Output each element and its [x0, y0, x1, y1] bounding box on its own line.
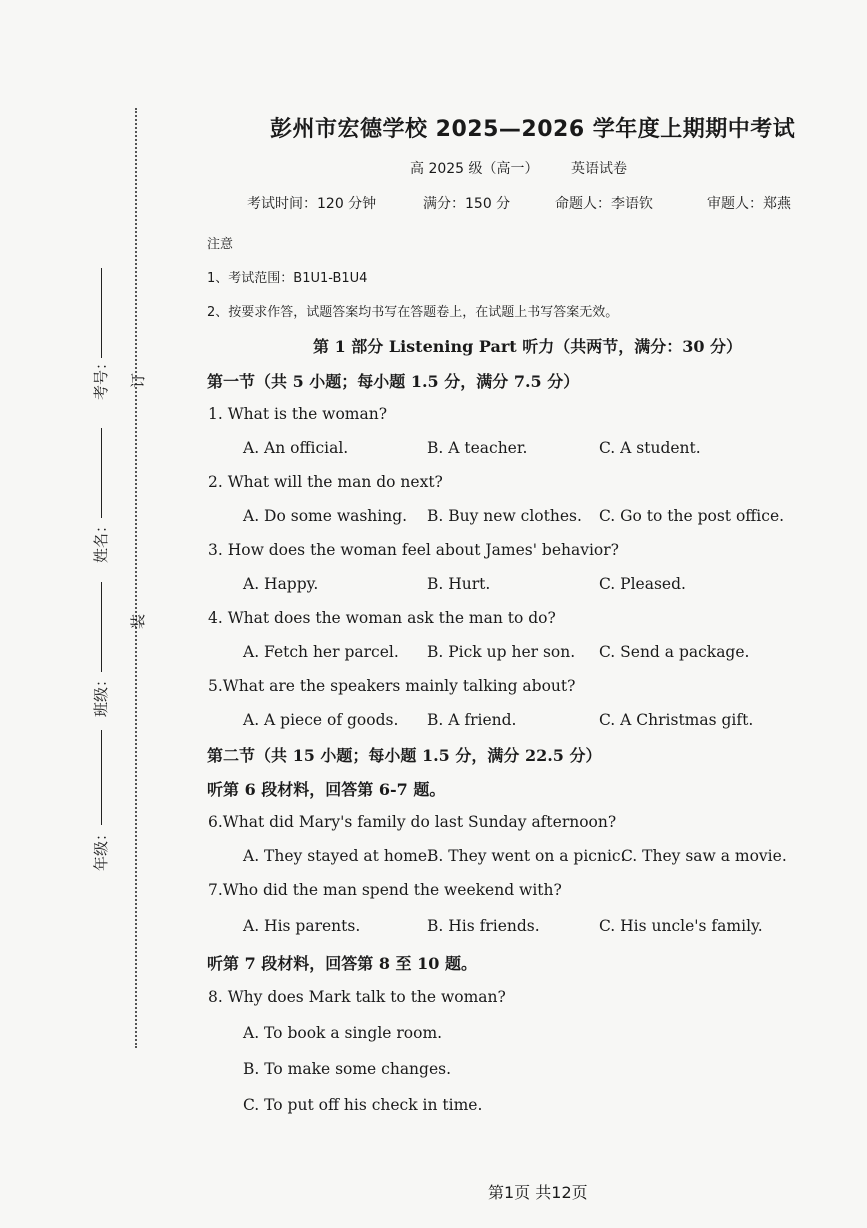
- name-underline: [101, 428, 102, 518]
- option-7b: B. His friends.: [427, 917, 540, 935]
- zhuang-mark: 装: [129, 613, 148, 630]
- option-2b: B. Buy new clothes.: [427, 507, 582, 525]
- reviewer: 审题人：郑燕: [707, 196, 791, 212]
- page-number: 第1页 共12页: [488, 1183, 588, 1202]
- option-1c: C. A student.: [599, 439, 701, 457]
- note-item-1: 1、考试范围：B1U1-B1U4: [207, 271, 368, 286]
- option-5a: A. A piece of goods.: [243, 711, 399, 729]
- section2-heading: 第二节（共 15 小题；每小题 1.5 分，满分 22.5 分）: [207, 746, 602, 765]
- notes-heading: 注意: [207, 237, 234, 252]
- option-6c: C. They saw a movie.: [621, 847, 787, 865]
- option-2c: C. Go to the post office.: [599, 507, 785, 525]
- question-1: 1. What is the woman?: [208, 405, 388, 423]
- section1-heading: 第一节（共 5 小题；每小题 1.5 分，满分 7.5 分）: [207, 372, 580, 391]
- option-7c: C. His uncle's family.: [599, 917, 763, 935]
- question-5: 5.What are the speakers mainly talking about?: [208, 677, 576, 695]
- exam-no-label: 考号：: [92, 354, 111, 401]
- option-8b: B. To make some changes.: [243, 1060, 452, 1078]
- option-1a: A. An official.: [243, 439, 349, 457]
- material-7-heading: 听第 7 段材料，回答第 8 至 10 题。: [207, 954, 477, 973]
- part1-title: 第 1 部分 Listening Part 听力（共两节，满分：30 分）: [313, 337, 743, 356]
- ding-mark: 订: [129, 372, 148, 389]
- question-3: 3. How does the woman feel about James' behavior?: [208, 541, 619, 559]
- question-7: 7.Who did the man spend the weekend with?: [208, 881, 562, 899]
- question-8: 8. Why does Mark talk to the woman?: [208, 988, 506, 1006]
- note-item-2: 2、按要求作答，试题答案均书写在答题卷上，在试题上书写答案无效。: [207, 305, 619, 320]
- name-label: 姓名：: [92, 517, 111, 564]
- exam-title: 彭州市宏德学校 2025—2026 学年度上期期中考试: [270, 117, 796, 142]
- option-6b: B. They went on a picnic.: [427, 847, 626, 865]
- class-underline: [101, 582, 102, 672]
- option-7a: A. His parents.: [243, 917, 361, 935]
- option-3b: B. Hurt.: [427, 575, 491, 593]
- option-4b: B. Pick up her son.: [427, 643, 576, 661]
- option-8a: A. To book a single room.: [243, 1024, 443, 1042]
- option-1b: B. A teacher.: [427, 439, 528, 457]
- grade-label: 高 2025 级（高一）: [410, 161, 539, 177]
- grade-label: 年级：: [92, 825, 111, 872]
- class-label: 班级：: [92, 671, 111, 718]
- full-score: 满分：150 分: [423, 196, 511, 212]
- question-6: 6.What did Mary's family do last Sunday afternoon?: [208, 813, 617, 831]
- material-6-heading: 听第 6 段材料，回答第 6-7 题。: [207, 780, 446, 799]
- option-3c: C. Pleased.: [599, 575, 686, 593]
- option-8c: C. To put off his check in time.: [243, 1096, 483, 1114]
- option-4c: C. Send a package.: [599, 643, 750, 661]
- paper-label: 英语试卷: [571, 161, 627, 177]
- option-6a: A. They stayed at home.: [243, 847, 432, 865]
- option-3a: A. Happy.: [243, 575, 319, 593]
- option-5b: B. A friend.: [427, 711, 517, 729]
- author: 命题人：李语钦: [555, 196, 653, 212]
- question-2: 2. What will the man do next?: [208, 473, 443, 491]
- question-4: 4. What does the woman ask the man to do?: [208, 609, 556, 627]
- exam-time: 考试时间：120 分钟: [247, 196, 377, 212]
- exam-no-underline: [101, 268, 102, 358]
- option-2a: A. Do some washing.: [243, 507, 408, 525]
- grade-underline: [101, 730, 102, 825]
- option-5c: C. A Christmas gift.: [599, 711, 754, 729]
- binding-dotted-line: [135, 108, 137, 1048]
- option-4a: A. Fetch her parcel.: [243, 643, 399, 661]
